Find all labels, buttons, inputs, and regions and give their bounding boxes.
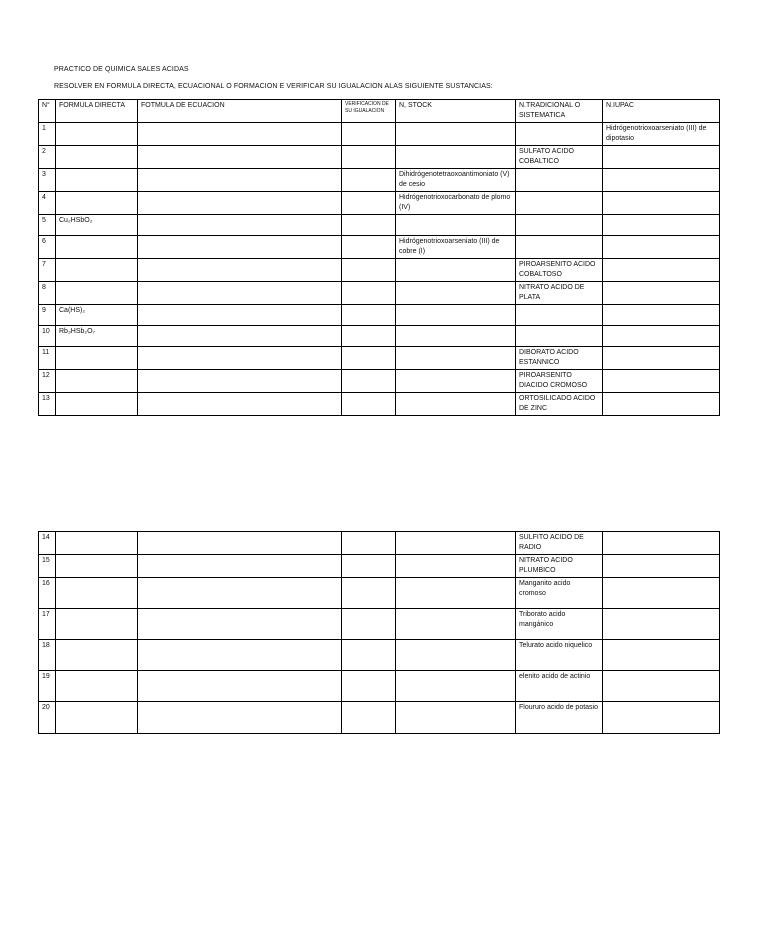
stock-name-cell — [396, 640, 516, 671]
traditional-name-cell — [516, 305, 603, 326]
direct-formula-cell — [56, 347, 138, 370]
traditional-name-cell: NITRATO ACIDO PLUMBICO — [516, 555, 603, 578]
row-number: 11 — [39, 347, 56, 370]
traditional-name-cell: Manganito acido cromoso — [516, 578, 603, 609]
stock-name-cell — [396, 146, 516, 169]
table-row — [39, 370, 720, 393]
table-row — [39, 169, 720, 192]
traditional-name-cell: PIROARSENITO DIACIDO CROMOSO — [516, 370, 603, 393]
verification-cell — [342, 305, 396, 326]
stock-name-cell — [396, 215, 516, 236]
traditional-name-cell — [516, 215, 603, 236]
direct-formula-cell — [56, 393, 138, 416]
table-row — [39, 215, 720, 236]
iupac-name-cell — [603, 347, 720, 370]
iupac-name-cell — [603, 282, 720, 305]
equation-cell — [138, 555, 342, 578]
iupac-name-cell — [603, 259, 720, 282]
equation-cell — [138, 259, 342, 282]
direct-formula-cell — [56, 123, 138, 146]
traditional-name-cell: Triborato acido mangánico — [516, 609, 603, 640]
row-number: 7 — [39, 259, 56, 282]
equation-cell — [138, 640, 342, 671]
verification-cell — [342, 282, 396, 305]
verification-cell — [342, 259, 396, 282]
row-number: 8 — [39, 282, 56, 305]
traditional-name-cell: Telurato acido niquelico — [516, 640, 603, 671]
row-number: 2 — [39, 146, 56, 169]
stock-name-cell — [396, 702, 516, 734]
equation-cell — [138, 282, 342, 305]
traditional-name-cell — [516, 192, 603, 215]
stock-name-cell: Hidrógenotrioxoarseniato (III) de cobre (I) — [396, 236, 516, 259]
instructions-text: RESOLVER EN FORMULA DIRECTA, ECUACIONAL O FORMACION E VERIFICAR SU IGUALACION ALAS SIGUIENTE SUSTANCIAS: — [54, 83, 493, 90]
verification-cell — [342, 146, 396, 169]
verification-cell — [342, 640, 396, 671]
direct-formula-cell — [56, 146, 138, 169]
iupac-name-cell — [603, 236, 720, 259]
stock-name-cell — [396, 671, 516, 702]
exercise-table-2 — [38, 531, 720, 734]
row-number: 12 — [39, 370, 56, 393]
table-row — [39, 259, 720, 282]
iupac-name-cell — [603, 326, 720, 347]
table-row — [39, 555, 720, 578]
equation-cell — [138, 393, 342, 416]
stock-name-cell — [396, 123, 516, 146]
equation-cell — [138, 326, 342, 347]
row-number: 9 — [39, 305, 56, 326]
direct-formula-cell — [56, 282, 138, 305]
row-number: 15 — [39, 555, 56, 578]
row-number: 16 — [39, 578, 56, 609]
iupac-name-cell — [603, 555, 720, 578]
table-row — [39, 326, 720, 347]
table-row — [39, 123, 720, 146]
stock-name-cell: Hidrógenotrioxocarbonato de plomo (IV) — [396, 192, 516, 215]
table-row — [39, 146, 720, 169]
equation-cell — [138, 578, 342, 609]
iupac-name-cell — [603, 702, 720, 734]
row-number: 3 — [39, 169, 56, 192]
header-direct-formula: FORMULA DIRECTA — [56, 100, 138, 123]
traditional-name-cell: elenito acido de actinio — [516, 671, 603, 702]
verification-cell — [342, 555, 396, 578]
traditional-name-cell — [516, 169, 603, 192]
verification-cell — [342, 578, 396, 609]
table-row — [39, 282, 720, 305]
table-row — [39, 305, 720, 326]
table-row — [39, 393, 720, 416]
header-row — [39, 100, 720, 123]
direct-formula-cell — [56, 259, 138, 282]
header-traditional: N.TRADICIONAL O SISTEMATICA — [516, 100, 603, 123]
equation-cell — [138, 123, 342, 146]
stock-name-cell — [396, 282, 516, 305]
equation-cell — [138, 169, 342, 192]
row-number: 18 — [39, 640, 56, 671]
traditional-name-cell: SULFATO ACIDO COBALTICO — [516, 146, 603, 169]
direct-formula-cell — [56, 671, 138, 702]
stock-name-cell — [396, 259, 516, 282]
direct-formula-cell — [56, 609, 138, 640]
document-title: PRACTICO DE QUIMICA SALES ACIDAS — [54, 66, 189, 73]
row-number: 10 — [39, 326, 56, 347]
iupac-name-cell: Hidrógenotrioxoarseniato (III) de dipotasio — [603, 123, 720, 146]
verification-cell — [342, 347, 396, 370]
exercise-table-1 — [38, 99, 720, 416]
direct-formula-cell: Rb₃HSb₂O₇ — [56, 326, 138, 347]
row-number: 6 — [39, 236, 56, 259]
direct-formula-cell — [56, 169, 138, 192]
equation-cell — [138, 671, 342, 702]
direct-formula-cell — [56, 236, 138, 259]
verification-cell — [342, 169, 396, 192]
row-number: 13 — [39, 393, 56, 416]
direct-formula-cell — [56, 640, 138, 671]
equation-cell — [138, 370, 342, 393]
row-number: 14 — [39, 532, 56, 555]
row-number: 20 — [39, 702, 56, 734]
equation-cell — [138, 532, 342, 555]
direct-formula-cell — [56, 702, 138, 734]
table-row — [39, 609, 720, 640]
verification-cell — [342, 370, 396, 393]
equation-cell — [138, 609, 342, 640]
stock-name-cell: Dihidrógenotetraoxoantimoniato (V) de cesio — [396, 169, 516, 192]
traditional-name-cell: Floururo acido de potasio — [516, 702, 603, 734]
iupac-name-cell — [603, 532, 720, 555]
direct-formula-cell — [56, 370, 138, 393]
equation-cell — [138, 347, 342, 370]
row-number: 4 — [39, 192, 56, 215]
header-stock: N, STOCK — [396, 100, 516, 123]
row-number: 1 — [39, 123, 56, 146]
table-row — [39, 192, 720, 215]
verification-cell — [342, 326, 396, 347]
stock-name-cell — [396, 578, 516, 609]
iupac-name-cell — [603, 169, 720, 192]
iupac-name-cell — [603, 640, 720, 671]
iupac-name-cell — [603, 370, 720, 393]
equation-cell — [138, 215, 342, 236]
iupac-name-cell — [603, 578, 720, 609]
equation-cell — [138, 146, 342, 169]
table-row — [39, 671, 720, 702]
traditional-name-cell: ORTOSILICADO ACIDO DE ZINC — [516, 393, 603, 416]
verification-cell — [342, 609, 396, 640]
equation-cell — [138, 236, 342, 259]
direct-formula-cell: Cu₂HSbO₂ — [56, 215, 138, 236]
header-iupac: N.IUPAC — [603, 100, 720, 123]
equation-cell — [138, 192, 342, 215]
table-row — [39, 578, 720, 609]
header-verification: VERIFICACION DE SU IGUALACION — [342, 100, 396, 123]
direct-formula-cell — [56, 532, 138, 555]
verification-cell — [342, 215, 396, 236]
stock-name-cell — [396, 326, 516, 347]
table-row — [39, 532, 720, 555]
verification-cell — [342, 123, 396, 146]
row-number: 19 — [39, 671, 56, 702]
traditional-name-cell — [516, 326, 603, 347]
direct-formula-cell — [56, 555, 138, 578]
traditional-name-cell: PIROARSENITO ACIDO COBALTOSO — [516, 259, 603, 282]
stock-name-cell — [396, 555, 516, 578]
row-number: 5 — [39, 215, 56, 236]
table-row — [39, 640, 720, 671]
row-number: 17 — [39, 609, 56, 640]
traditional-name-cell: SULFITO ACIDO DE RADIO — [516, 532, 603, 555]
verification-cell — [342, 702, 396, 734]
stock-name-cell — [396, 305, 516, 326]
equation-cell — [138, 305, 342, 326]
stock-name-cell — [396, 532, 516, 555]
traditional-name-cell: NITRATO ACIDO DE PLATA — [516, 282, 603, 305]
iupac-name-cell — [603, 305, 720, 326]
header-num: N° — [39, 100, 56, 123]
verification-cell — [342, 671, 396, 702]
traditional-name-cell — [516, 123, 603, 146]
header-equation-formula: FOTMULA DE ECUACION — [138, 100, 342, 123]
table-row — [39, 236, 720, 259]
table-row — [39, 702, 720, 734]
iupac-name-cell — [603, 671, 720, 702]
iupac-name-cell — [603, 192, 720, 215]
iupac-name-cell — [603, 146, 720, 169]
table-row — [39, 347, 720, 370]
verification-cell — [342, 532, 396, 555]
direct-formula-cell — [56, 578, 138, 609]
iupac-name-cell — [603, 393, 720, 416]
verification-cell — [342, 192, 396, 215]
stock-name-cell — [396, 370, 516, 393]
iupac-name-cell — [603, 609, 720, 640]
equation-cell — [138, 702, 342, 734]
verification-cell — [342, 236, 396, 259]
stock-name-cell — [396, 347, 516, 370]
traditional-name-cell: DIBORATO ACIDO ESTANNICO — [516, 347, 603, 370]
direct-formula-cell: Ca(HS)₂ — [56, 305, 138, 326]
stock-name-cell — [396, 609, 516, 640]
traditional-name-cell — [516, 236, 603, 259]
verification-cell — [342, 393, 396, 416]
direct-formula-cell — [56, 192, 138, 215]
stock-name-cell — [396, 393, 516, 416]
iupac-name-cell — [603, 215, 720, 236]
